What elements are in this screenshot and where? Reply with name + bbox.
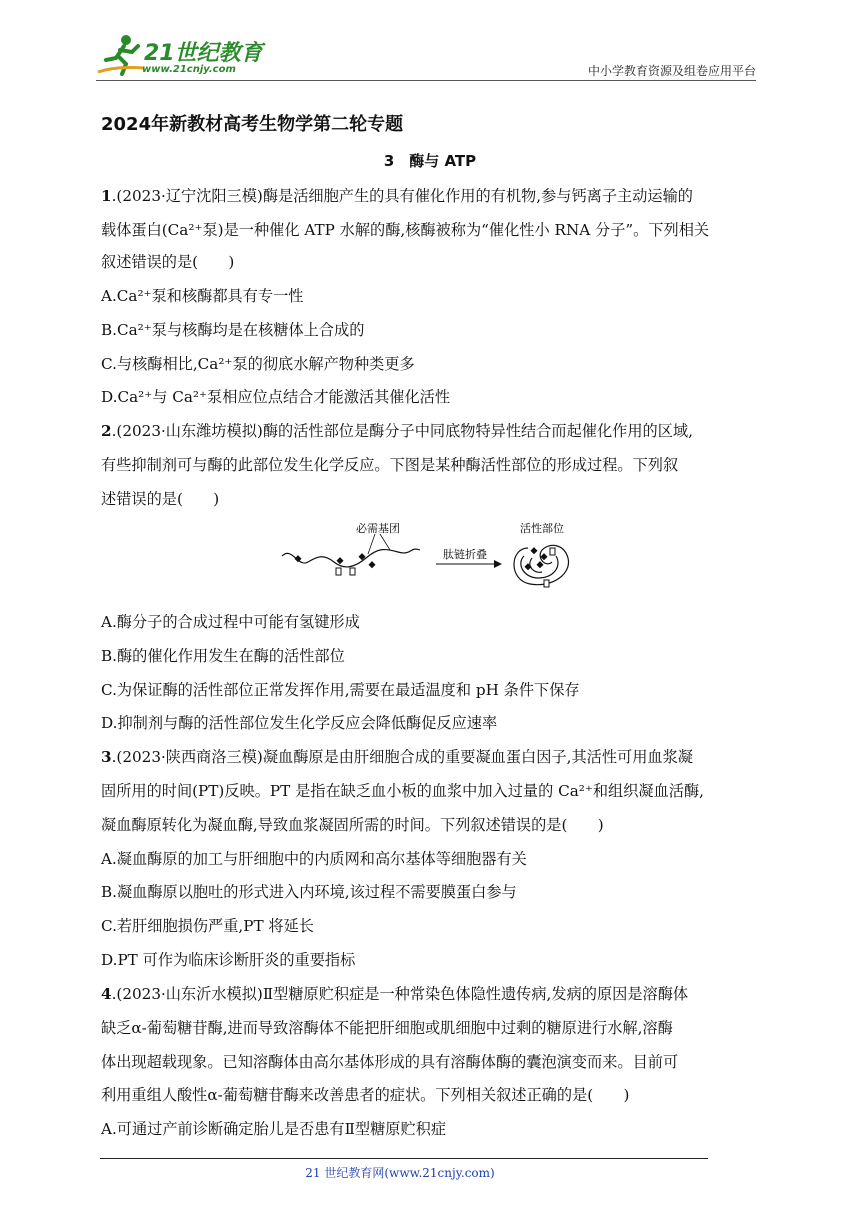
q4-line-3: 体出现超载现象。已知溶酶体由高尔基体形成的具有溶酶体酶的囊泡演变而来。目前可 <box>101 1053 679 1071</box>
q4-line-4: 利用重组人酸性α-葡萄糖苷酶来改善患者的症状。下列相关叙述正确的是( ) <box>101 1086 630 1104</box>
q3-line-1: 3.(2023·陕西商洛三模)凝血酶原是由肝细胞合成的重要凝血蛋白因子,其活性可用血浆凝 <box>101 748 693 766</box>
label-active-site: 活性部位 <box>520 522 564 535</box>
q2-line-3: 述错误的是( ) <box>101 490 220 508</box>
q4-number: 4 <box>101 985 112 1003</box>
logo-url: www.21cnjy.com <box>142 64 236 75</box>
q4-line-1: 4.(2023·山东沂水模拟)Ⅱ型糖原贮积症是一种常染色体隐性遗传病,发病的原因是溶酶体 <box>101 985 689 1003</box>
q3-line-2: 固所用的时间(PT)反映。PT 是指在缺乏血小板的血浆中加入过量的 Ca²⁺和组织凝血活酶, <box>101 782 704 800</box>
q1-option-b: B.Ca²⁺泵与核酶均是在核糖体上合成的 <box>101 321 365 339</box>
q1-line-1: 1.(2023·辽宁沈阳三模)酶是活细胞产生的具有催化作用的有机物,参与钙离子主动运输的 <box>101 187 693 205</box>
q1-line-2: 载体蛋白(Ca²⁺泵)是一种催化 ATP 水解的酶,核酶被称为“催化性小 RNA 分子”。下列相关 <box>101 221 710 239</box>
label-essential-groups: 必需基团 <box>356 522 400 535</box>
runner-icon <box>96 32 146 78</box>
q1-option-d: D.Ca²⁺与 Ca²⁺泵相应位点结合才能激活其催化活性 <box>101 388 451 406</box>
q3-line-3: 凝血酶原转化为凝血酶,导致血浆凝固所需的时间。下列叙述错误的是( ) <box>101 816 604 834</box>
q4-line-2: 缺乏α-葡萄糖苷酶,进而导致溶酶体不能把肝细胞或肌细胞中过剩的糖原进行水解,溶酶 <box>101 1019 673 1037</box>
page-header <box>96 30 756 82</box>
q1-number: 1 <box>101 187 112 205</box>
header-tagline: 中小学教育资源及组卷应用平台 <box>587 64 756 78</box>
q4-option-a: A.可通过产前诊断确定胎儿是否患有Ⅱ型糖原贮积症 <box>101 1120 447 1138</box>
label-chain-folding: 肽链折叠 <box>443 548 487 561</box>
q2-option-b: B.酶的催化作用发生在酶的活性部位 <box>101 647 345 665</box>
q2-option-d: D.抑制剂与酶的活性部位发生化学反应会降低酶促反应速率 <box>101 714 498 732</box>
q1-option-c: C.与核酶相比,Ca²⁺泵的彻底水解产物种类更多 <box>101 355 415 373</box>
q1-line-3: 叙述错误的是( ) <box>101 253 235 271</box>
q3-option-d: D.PT 可作为临床诊断肝炎的重要指标 <box>101 951 356 969</box>
q3-number: 3 <box>101 748 112 766</box>
site-logo[interactable] <box>96 30 266 80</box>
q2-number: 2 <box>101 422 112 440</box>
q2-line-2: 有些抑制剂可与酶的此部位发生化学反应。下图是某种酶活性部位的形成过程。下列叙 <box>101 456 679 474</box>
section-title: 3 酶与 ATP <box>383 152 477 170</box>
q1-option-a: A.Ca²⁺泵和核酶都具有专一性 <box>101 287 304 305</box>
document-title: 2024年新教材高考生物学第二轮专题 <box>101 114 404 135</box>
enzyme-folding-figure <box>280 518 590 588</box>
footer-link[interactable]: 21 世纪教育网(www.21cnjy.com) <box>305 1166 495 1180</box>
q3-option-c: C.若肝细胞损伤严重,PT 将延长 <box>101 917 314 935</box>
logo-text: 21世纪教育 <box>144 41 263 66</box>
q2-option-c: C.为保证酶的活性部位正常发挥作用,需要在最适温度和 pH 条件下保存 <box>101 681 580 699</box>
q2-option-a: A.酶分子的合成过程中可能有氢键形成 <box>101 613 360 631</box>
peptide-folding-diagram <box>280 518 590 588</box>
header-divider <box>96 80 756 81</box>
q2-line-1: 2.(2023·山东潍坊模拟)酶的活性部位是酶分子中同底物特异性结合而起催化作用的区域, <box>101 422 693 440</box>
q3-option-b: B.凝血酶原以胞吐的形式进入内环境,该过程不需要膜蛋白参与 <box>101 883 517 901</box>
q3-option-a: A.凝血酶原的加工与肝细胞中的内质网和高尔基体等细胞器有关 <box>101 850 527 868</box>
footer-divider <box>100 1158 708 1159</box>
